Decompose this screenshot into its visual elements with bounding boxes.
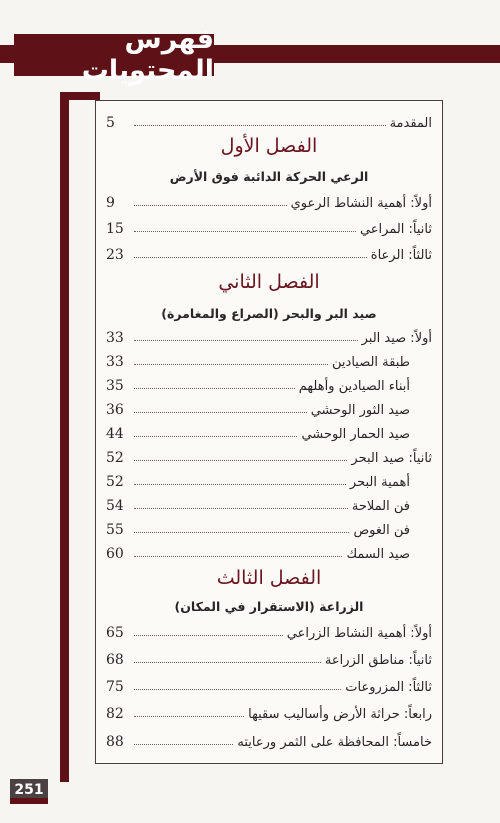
- leader-dots: [134, 257, 367, 258]
- toc-entry: [106, 215, 432, 237]
- toc-entry: [106, 468, 432, 490]
- toc-entry-page: 88: [106, 734, 124, 750]
- toc-entry: [106, 420, 432, 442]
- toc-entry-page: 55: [106, 522, 124, 538]
- toc-entry-page: 68: [106, 652, 124, 668]
- leader-dots: [134, 205, 287, 206]
- toc-entry-label: أبناء الصيادين وأهلهم: [298, 379, 410, 394]
- toc-entry-page: 23: [106, 247, 124, 263]
- leader-dots: [134, 508, 348, 509]
- toc-entry-page: 75: [106, 679, 124, 695]
- toc-entry-page: 5: [106, 115, 115, 131]
- toc-entry-page: 33: [106, 354, 124, 370]
- toc-entry-label: أولاً: صيد البر: [361, 331, 432, 346]
- toc-entry-page: 52: [106, 450, 124, 466]
- toc-entry-page: 36: [106, 402, 124, 418]
- toc-entry: [106, 189, 432, 211]
- left-rule-corner: [60, 92, 100, 100]
- toc-entry: [106, 516, 432, 538]
- toc-entry: [106, 109, 432, 131]
- toc-entry-page: 35: [106, 378, 124, 394]
- toc-entry: [106, 372, 432, 394]
- toc-entry-label: صيد الثور الوحشي: [310, 403, 410, 418]
- toc-entry-page: 60: [106, 546, 124, 562]
- left-rule: [60, 92, 69, 782]
- chapter-heading: الفصل الثالث: [216, 567, 322, 589]
- toc-entry-label: صيد الحمار الوحشي: [301, 427, 410, 442]
- toc-entry-page: 82: [106, 706, 124, 722]
- leader-dots: [134, 436, 297, 437]
- toc-entry-page: 33: [106, 330, 124, 346]
- chapter-subtitle: صيد البر والبحر (الصراع والمغامرة): [161, 306, 377, 321]
- toc-entry-label: ثانياً: صيد البحر: [351, 451, 432, 466]
- toc-entry: [106, 324, 432, 346]
- toc-entry-label: ثالثاً: المزروعات: [345, 680, 432, 695]
- chapter-heading: الفصل الأول: [220, 135, 318, 157]
- toc-entry-label: خامساً: المحافظة على الثمر ورعايته: [237, 735, 432, 750]
- leader-dots: [134, 412, 307, 413]
- toc-entry-label: أولاً: أهمية النشاط الرعوي: [290, 196, 432, 211]
- page-title: فهرس المحتويات: [14, 34, 214, 76]
- toc-entry: [106, 444, 432, 466]
- toc-entry-label: فن الغوص: [353, 523, 410, 538]
- chapter-heading: الفصل الثاني: [218, 271, 320, 293]
- toc-entry: [106, 241, 432, 263]
- leader-dots: [134, 716, 244, 717]
- toc-entry: [106, 348, 432, 370]
- toc-entry: [106, 700, 432, 722]
- page-number-strip: [10, 798, 48, 804]
- leader-dots: [134, 364, 328, 365]
- toc-entry-label: فن الملاحة: [351, 499, 410, 514]
- page-number: 251: [10, 779, 48, 801]
- toc-entry-label: المقدمة: [389, 116, 432, 131]
- toc-entry-page: 54: [106, 498, 124, 514]
- toc-entry-page: 9: [106, 195, 115, 211]
- toc-entry-label: أولاً: أهمية النشاط الزراعي: [286, 626, 432, 641]
- toc-entry: [106, 492, 432, 514]
- toc-entry-page: 15: [106, 221, 124, 237]
- chapter-subtitle: الزراعة (الاستقرار في المكان): [174, 599, 364, 614]
- toc-entry: [106, 728, 432, 750]
- leader-dots: [134, 662, 321, 663]
- toc-entry: [106, 646, 432, 668]
- toc-entry-label: ثالثاً: الرعاة: [370, 248, 432, 263]
- leader-dots: [134, 460, 347, 461]
- leader-dots: [134, 635, 283, 636]
- toc-entry: [106, 540, 432, 562]
- leader-dots: [134, 484, 346, 485]
- toc-frame: [95, 100, 443, 764]
- chapter-subtitle: الرعي الحركة الدائبة فوق الأرض: [169, 169, 369, 184]
- toc-entry: [106, 673, 432, 695]
- toc-entry-label: ثانياً: المراعي: [359, 222, 432, 237]
- leader-dots: [134, 340, 358, 341]
- leader-dots: [134, 744, 233, 745]
- toc-entry-page: 44: [106, 426, 124, 442]
- toc-entry-page: 52: [106, 474, 124, 490]
- toc-entry: [106, 619, 432, 641]
- toc-entry-label: صيد السمك: [346, 547, 410, 562]
- toc-entry-label: طبقة الصيادين: [332, 355, 410, 370]
- leader-dots: [134, 556, 342, 557]
- leader-dots: [134, 532, 349, 533]
- toc-entry: [106, 396, 432, 418]
- toc-entry-page: 65: [106, 625, 124, 641]
- toc-entry-label: رابعاً: حراثة الأرض وأساليب سقيها: [248, 707, 432, 722]
- leader-dots: [134, 689, 341, 690]
- leader-dots: [134, 231, 356, 232]
- toc-entry-label: ثانياً: مناطق الزراعة: [324, 653, 432, 668]
- leader-dots: [134, 125, 386, 126]
- toc-entry-label: أهمية البحر: [349, 475, 410, 490]
- leader-dots: [134, 388, 295, 389]
